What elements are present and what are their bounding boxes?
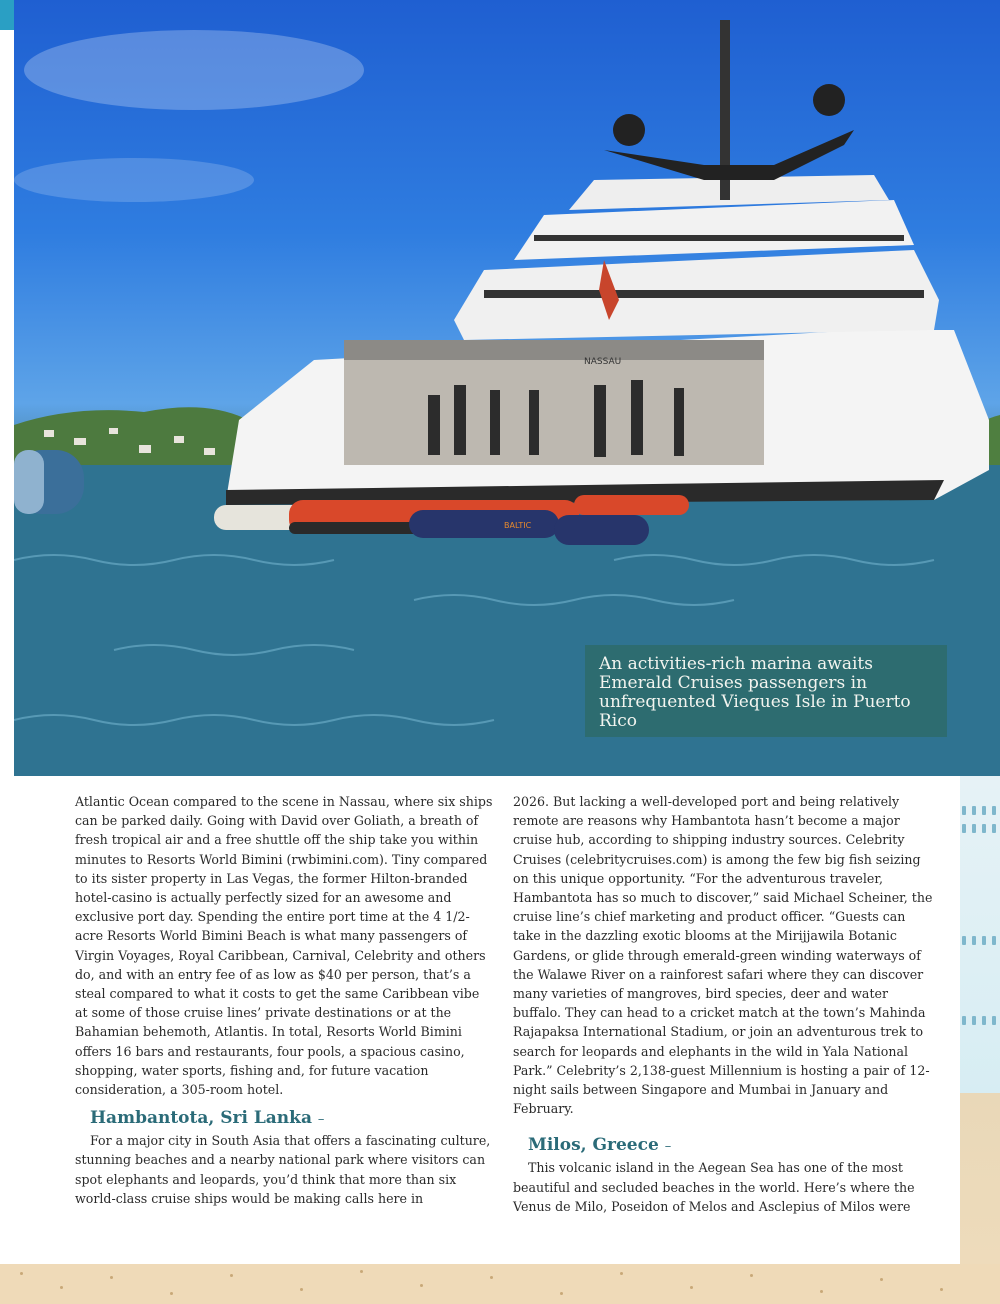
- left-paragraph-2: For a major city in South Asia that offers a fascinating culture, stunning beaches and a nearby national park where visitors can spot elephants and leopards, you’d think that more than six world-class cruise ships would be making calls here in: [75, 1133, 491, 1206]
- yacht-name-text: NASSAU: [584, 357, 622, 367]
- photo-caption: An activities-rich marina awaits Emerald Cruises passengers in unfrequented Vieques Isle in Puerto Rico: [585, 645, 947, 737]
- hambantota-heading: [90, 1107, 495, 1131]
- left-paragraph-1: Atlantic Ocean compared to the scene in Nassau, where six ships can be parked daily. Going with David over Goliath, a breath of fresh tropical air and a free shuttle off the ship take you within minutes to Resorts World Bimini (rwbimini.com). Tiny compared to its sister property in Las Vegas, the former Hilton-branded hotel-casino is actually perfectly sized for an awesome and exclusive port day. Spending the entire port time at the 4 1/2-acre Resorts World Bimini Beach is what many passengers of Virgin Voyages, Royal Caribbean, Carnival, Celebrity and others do, and with an entry fee of as low as $40 per person, that’s a steal compared to what it costs to get the same Caribbean vibe at some of those cruise lines’ private destinations or at the Bahamian behemoth, Atlantis. In total, Resorts World Bimini offers 16 bars and restaurants, four pools, a spacious casino, shopping, water sports, fishing and, for future vacation consideration, a 305-room hotel.: [75, 794, 493, 1098]
- decorative-ship-strip: [960, 776, 1000, 1304]
- milos-heading-text: Milos, Greece: [528, 1135, 659, 1156]
- hambantota-heading-dash: –: [317, 1112, 325, 1128]
- sand-border: [0, 1264, 1000, 1304]
- yacht-photo: [14, 0, 1000, 776]
- milos-heading: [528, 1134, 933, 1158]
- right-paragraph-2: This volcanic island in the Aegean Sea has one of the most beautiful and secluded beaches in the world. Here’s where the Venus de Milo, Poseidon of Melos and Asclepius of Milos were: [513, 1160, 915, 1214]
- hambantota-heading-text: Hambantota, Sri Lanka: [90, 1108, 312, 1129]
- article-right-column: [513, 792, 933, 1216]
- milos-heading-dash: –: [664, 1139, 672, 1155]
- kayak-text: BALTIC: [504, 521, 532, 530]
- right-paragraph-1: 2026. But lacking a well-developed port and being relatively remote are reasons why Hambantota hasn’t become a major cruise hub, according to shipping industry sources. Celebrity Cruises (celebritycruises.com) is among the few big fish seizing on this unique opportunity. “For the adventurous traveler, Hambantota has so much to discover,” said Michael Scheiner, the cruise line’s chief marketing and product officer. “Guests can take in the dazzling exotic blooms at the Mirijjawila Botanic Gardens, or glide through emerald-green winding waterways of the Walawe River on a rainforest safari where they can discover many varieties of mangroves, bird species, deer and water buffalo. They can head to a cricket match at the town’s Mahinda Rajapaksa International Stadium, or join an adventurous trek to search for leopards and elephants in the wild in Yala National Park.” Celebrity’s 2,138-guest Millennium is hosting a pair of 12-night sails between Singapore and Mumbai in January and February.: [513, 794, 933, 1117]
- article-left-column: [75, 792, 495, 1208]
- corner-accent-tab: [0, 0, 14, 30]
